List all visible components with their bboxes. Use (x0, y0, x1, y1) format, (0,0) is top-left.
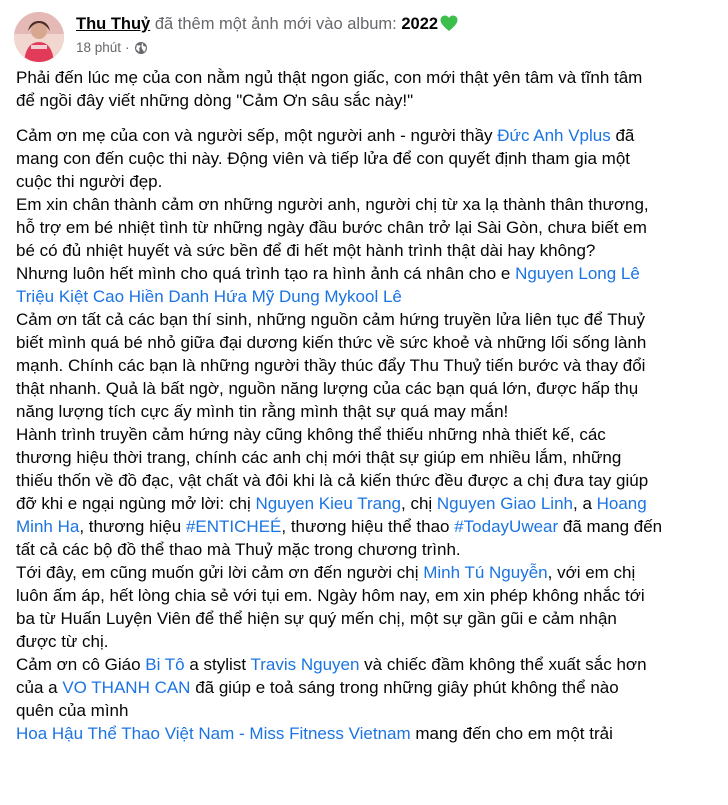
body-text: , với em chị (547, 563, 636, 582)
body-text: mang con đến cuộc thi này. Động viên và tiếp lửa để con quyết định tham gia một (16, 149, 630, 168)
body-text: năng lượng tích cực ấy mình tin rằng mình thật sự quá may mắn! (16, 402, 509, 421)
body-text: quên của mình (16, 701, 129, 720)
body-text: và chiếc đầm không thể xuất sắc hơn (359, 655, 647, 674)
body-text: đã giúp e toả sáng trong những giây phút không thể nào (190, 678, 619, 697)
post-action-text: đã thêm một ảnh mới vào album: (150, 15, 402, 33)
avatar-photo (14, 12, 64, 62)
mention-link[interactable]: Minh Ha (16, 517, 80, 536)
body-text: , thương hiệu (79, 517, 186, 536)
body-line (16, 630, 716, 653)
body-text: thật nhanh. Quả là bất ngờ, nguồn năng lượng của các bạn quá lớn, được hấp thụ (16, 379, 639, 398)
body-line (16, 170, 716, 193)
body-text: Cảm ơn tất cả các bạn thí sinh, những nguồn cảm hứng truyền lửa liên tục để Thuỷ (16, 310, 645, 329)
intro-line: Phải đến lúc mẹ của con nằm ngủ thật ngon giấc, con mới thật yên tâm và tĩnh tâm (16, 68, 643, 87)
mention-link[interactable]: Triệu Kiệt Cao Hiền Danh Hứa Mỹ Dung Mykool Lê (16, 287, 402, 306)
body-text: , a (573, 494, 597, 513)
post-text (16, 66, 716, 745)
body-line (16, 193, 716, 216)
mention-link[interactable]: Nguyen Kieu Trang (255, 494, 401, 513)
body-line (16, 331, 716, 354)
body-text: biết mình quá bé nhỏ giữa đại dương kiến thức về sức khoẻ và những lối sống lành (16, 333, 647, 352)
body-text: được từ chị. (16, 632, 109, 651)
mention-link[interactable]: Hoang (596, 494, 647, 513)
body-line (16, 147, 716, 170)
body-line (16, 285, 716, 308)
body-line (16, 446, 716, 469)
post-header (14, 10, 714, 62)
body-text: , chị (401, 494, 437, 513)
mention-link[interactable]: Đức Anh Vplus (497, 126, 611, 145)
body-text: cuộc thi người đẹp. (16, 172, 163, 191)
mention-link[interactable]: VO THANH CAN (62, 678, 191, 697)
author-name-link[interactable]: Thu Thuỷ (76, 15, 151, 33)
body-line (16, 239, 716, 262)
body-text: Cảm ơn mẹ của con và người sếp, một người anh - người thầy (16, 126, 498, 145)
mention-link[interactable]: Bi Tô (145, 655, 185, 674)
body-line (16, 400, 716, 423)
album-name-link[interactable]: 2022 (401, 15, 439, 33)
body-line (16, 607, 716, 630)
body-text: thiếu thốn về đồ đạc, vật chất và đôi khi là cả kiến thức đều được a chị đưa tay giúp (16, 471, 649, 490)
body-line (16, 676, 716, 699)
green-heart-icon (440, 15, 458, 38)
post-timestamp-link[interactable]: 18 phút (76, 40, 122, 55)
mention-link[interactable]: Nguyen Long Lê (515, 264, 640, 283)
body-text: hỗ trợ em bé nhiệt tình từ những ngày đầu bước chân trở lại Sài Gòn, chưa biết em (16, 218, 647, 237)
body-line (16, 653, 716, 676)
body-text: đã (610, 126, 635, 145)
body-line (16, 308, 716, 331)
body-text: đã mang đến (558, 517, 663, 536)
author-avatar[interactable] (14, 12, 64, 62)
body-text: của a (16, 678, 63, 697)
mention-link[interactable]: #ENTICHEÉ (185, 517, 282, 536)
globe-icon[interactable] (134, 41, 148, 61)
intro-line: để ngồi đây viết những dòng "Cảm Ơn sâu sắc này!" (16, 91, 414, 110)
body-line (16, 423, 716, 446)
body-line (16, 561, 716, 584)
body-text: đỡ khi e ngại ngùng mở lời: chị (16, 494, 256, 513)
body-line (16, 722, 716, 745)
post-meta (76, 38, 148, 61)
meta-separator: · (125, 40, 130, 55)
body-line (16, 262, 716, 285)
body-text: mạnh. Chính các bạn là những người thầy thúc đẩy Thu Thuỷ tiến bước và thay đổi (16, 356, 646, 375)
body-text: luôn ấm áp, hết lòng chia sẻ với tụi em. Ngày hôm nay, em xin phép không nhắc tới (16, 586, 645, 605)
body-line (16, 377, 716, 400)
body-text: mang đến cho em một trải (410, 724, 613, 743)
post-intro-paragraph (16, 66, 716, 112)
body-line (16, 699, 716, 722)
body-line (16, 515, 716, 538)
body-text: Nhưng luôn hết mình cho quá trình tạo ra hình ảnh cá nhân cho e (16, 264, 516, 283)
body-text: tất cả các bộ đồ thể thao mà Thuỷ mặc trong chương trình. (16, 540, 461, 559)
body-text: ba từ Huấn Luyện Viên để thể hiện sự quý mến chị, một sự gần gũi e cảm nhận (16, 609, 617, 628)
post-title-line (76, 13, 458, 38)
body-text: bé có đủ nhiệt huyết và sức bền để đi hết một hành trình thật dài hay không? (16, 241, 596, 260)
body-text: , thương hiệu thể thao (281, 517, 455, 536)
body-text: a stylist (184, 655, 251, 674)
post-body (16, 124, 716, 745)
body-line (16, 469, 716, 492)
mention-link[interactable]: #TodayUwear (454, 517, 559, 536)
body-text: Hành trình truyền cảm hứng này cũng không thể thiếu những nhà thiết kế, các (16, 425, 606, 444)
body-line (16, 216, 716, 239)
body-line (16, 538, 716, 561)
body-text: thương hiệu thời trang, chính các anh chị mới thật sự giúp em nhiều lắm, những (16, 448, 622, 467)
body-line (16, 354, 716, 377)
body-line (16, 492, 716, 515)
body-line (16, 584, 716, 607)
mention-link[interactable]: Travis Nguyen (250, 655, 360, 674)
mention-link[interactable]: Minh Tú Nguyễn (423, 563, 548, 582)
body-text: Em xin chân thành cảm ơn những người anh, người chị từ xa lạ thành thân thương, (16, 195, 649, 214)
mention-link[interactable]: Hoa Hậu Thể Thao Việt Nam - Miss Fitness Vietnam (16, 724, 411, 743)
mention-link[interactable]: Nguyen Giao Linh (436, 494, 573, 513)
body-text: Cảm ơn cô Giáo (16, 655, 146, 674)
body-text: Tới đây, em cũng muốn gửi lời cảm ơn đến người chị (16, 563, 424, 582)
body-line (16, 124, 716, 147)
